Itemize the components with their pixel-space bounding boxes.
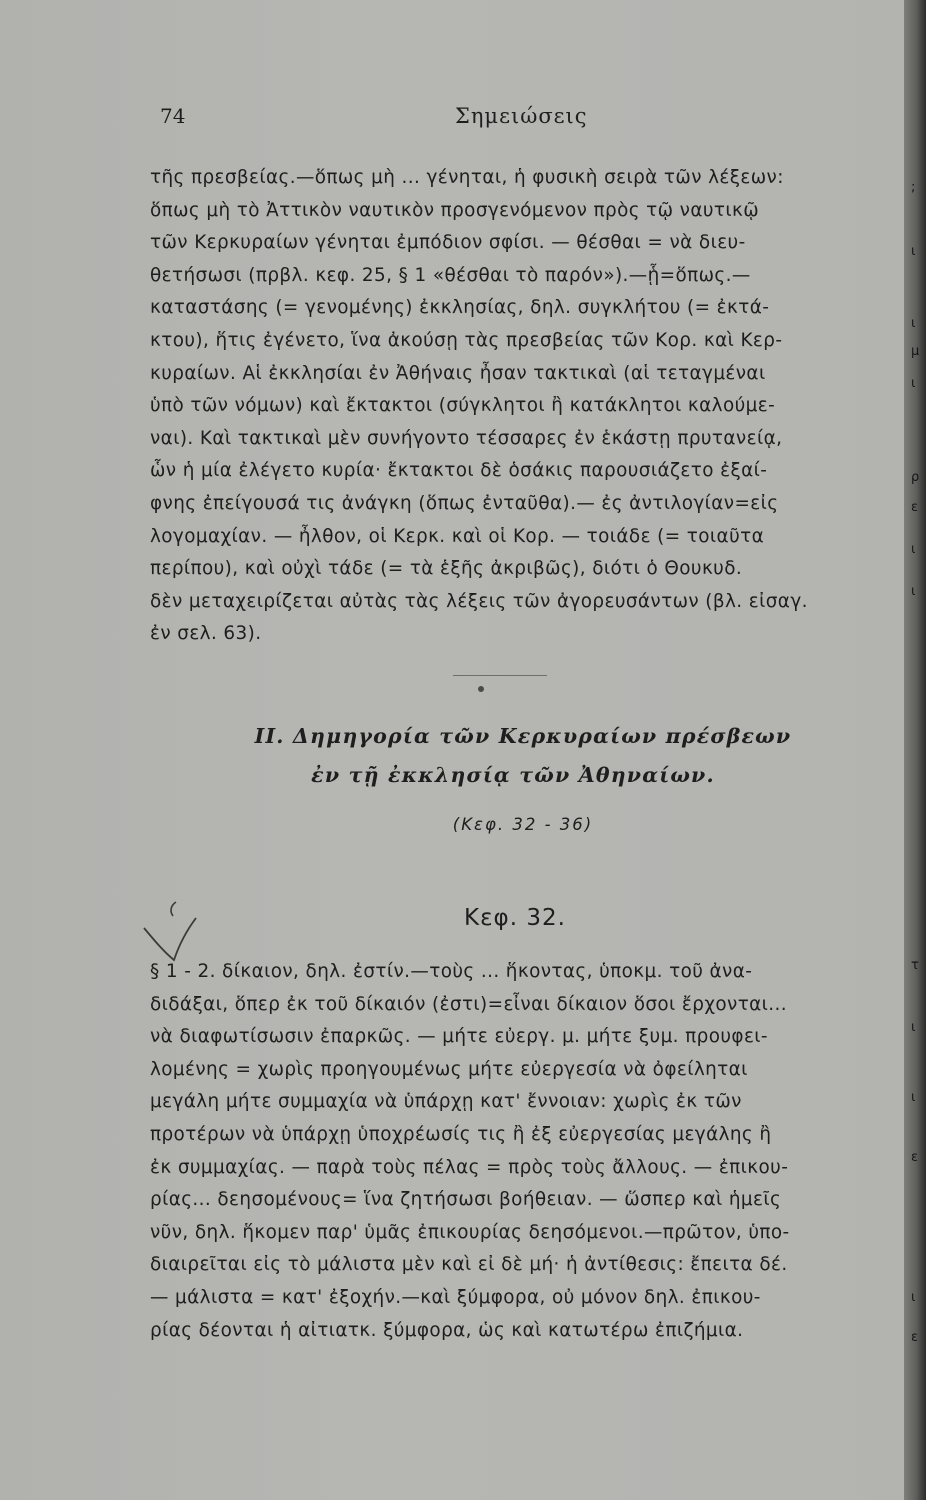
text-line: ὅπως μὴ τὸ Ἀττικὸν ναυτικὸν προσγενόμενον πρὸς τῷ ναυτικῷ bbox=[150, 199, 760, 221]
text-line: κυραίων. Αἱ ἐκκλησίαι ἐν Ἀθήναις ἦσαν τακτικαὶ (αἱ τεταγμέναι bbox=[150, 362, 766, 384]
text-line: τῆς πρεσβείας.—ὅπως μὴ ... γένηται, ἡ φυσικὴ σειρὰ τῶν λέξεων: bbox=[150, 167, 784, 188]
commentary-block-1 bbox=[150, 162, 905, 651]
text-line: περίπου), καὶ οὐχὶ τάδε (= τὰ ἑξῆς ἀκριβῶς), διότι ὁ Θουκυδ. bbox=[150, 558, 743, 580]
margin-glyph: ι bbox=[911, 376, 916, 391]
text-line: ὧν ἡ μία ἐλέγετο κυρία· ἔκτακτοι δὲ ὁσάκις παρουσιάζετο ἐξαί- bbox=[150, 460, 768, 482]
running-title: Σημειώσεις bbox=[455, 104, 588, 128]
adjacent-page-edge bbox=[904, 0, 926, 1500]
text-line: ρίας δέονται ἡ αἰτιατκ. ξύμφορα, ὡς καὶ κατωτέρω ἐπιζήμια. bbox=[150, 1319, 744, 1341]
text-line: προτέρων νὰ ὑπάρχῃ ὑποχρέωσίς τις ἢ ἐξ εὐεργεσίας μεγάλης ἢ bbox=[150, 1123, 772, 1145]
chapter-range: (Κεφ. 32 - 36) bbox=[452, 815, 594, 834]
section-heading-line-2: ἐν τῇ ἐκκλησίᾳ τῶν Ἀθηναίων. bbox=[311, 763, 715, 787]
text-line: λογομαχίαν. — ἦλθον, οἱ Κερκ. καὶ οἱ Κορ. — τοιάδε (= τοιαῦτα bbox=[150, 525, 765, 547]
text-line: φνης ἐπείγουσά τις ἀνάγκη (ὅπως ἐνταῦθα).— ἐς ἀντιλογίαν=εἰς bbox=[150, 492, 779, 514]
chapter-heading: Κεφ. 32. bbox=[464, 905, 566, 931]
text-line: καταστάσης (= γενομένης) ἐκκλησίας, δηλ. συγκλήτου (= ἐκτά- bbox=[150, 297, 770, 319]
text-line: μεγάλη μήτε συμμαχία νὰ ὑπάρχῃ κατ' ἔννοιαν: χωρὶς ἐκ τῶν bbox=[150, 1091, 742, 1113]
page-header bbox=[0, 104, 926, 138]
text-line: — μάλιστα = κατ' ἐξοχήν.—καὶ ξύμφορα, οὐ μόνον δηλ. ἐπικου- bbox=[150, 1286, 761, 1308]
text-line: κτου), ἥτις ἐγένετο, ἵνα ἀκούσῃ τὰς πρεσβείας τῶν Κορ. καὶ Κερ- bbox=[150, 329, 783, 351]
text-line: ἐν σελ. 63). bbox=[150, 623, 262, 645]
page-number: 74 bbox=[160, 104, 186, 128]
text-line: ὑπὸ τῶν νόμων) καὶ ἔκτακτοι (σύγκλητοι ἢ κατάκλητοι καλούμε- bbox=[150, 395, 776, 417]
text-line: διαιρεῖται εἰς τὸ μάλιστα μὲν καὶ εἰ δὲ μή· ἡ ἀντίθεσις: ἔπειτα δέ. bbox=[150, 1254, 788, 1276]
text-line: δὲν μεταχειρίζεται αὐτὰς τὰς λέξεις τῶν ἀγορευσάντων (βλ. εἰσαγ. bbox=[150, 590, 808, 612]
text-line: § 1 - 2. δίκαιον, δηλ. ἐστίν.—τοὺς ... ἥκοντας, ὑποκμ. τοῦ ἀνα- bbox=[150, 961, 753, 982]
margin-glyph: ι bbox=[911, 1020, 916, 1035]
section-heading-line-1: II. Δημηγορία τῶν Κερκυραίων πρέσβεων bbox=[254, 724, 792, 748]
margin-glyph: ε bbox=[911, 1330, 919, 1345]
text-line: νὰ διαφωτίσωσιν ἐπαρκῶς. — μήτε εὐεργ. μ. μήτε ξυμ. προυφει- bbox=[150, 1026, 768, 1048]
margin-glyph: ι bbox=[911, 1290, 916, 1305]
margin-glyph: τ bbox=[911, 958, 919, 973]
text-line: ναι). Καὶ τακτικαὶ μὲν συνήγοντο τέσσαρες ἐν ἑκάστῃ πρυτανείᾳ, bbox=[150, 427, 783, 449]
text-line: νῦν, δηλ. ἥκομεν παρ' ὑμᾶς ἐπικουρίας δεησόμενοι.—πρῶτον, ὑπο- bbox=[150, 1221, 790, 1243]
margin-glyph: ε bbox=[911, 500, 919, 515]
margin-glyph: ι bbox=[911, 542, 916, 557]
section-separator-rule bbox=[453, 675, 547, 676]
margin-glyph: ε bbox=[911, 1150, 919, 1165]
text-line: ἐκ συμμαχίας. — παρὰ τοὺς πέλας = πρὸς τοὺς ἄλλους. — ἐπικου- bbox=[150, 1156, 789, 1178]
margin-glyph: ι bbox=[911, 584, 916, 599]
separator-dot bbox=[478, 686, 484, 692]
margin-glyph: ι bbox=[911, 244, 916, 259]
commentary-block-2 bbox=[150, 956, 905, 1347]
text-line: λομένης = χωρὶς προηγουμένως μήτε εὐεργεσία νὰ ὀφείληται bbox=[150, 1058, 748, 1080]
margin-glyph: μ bbox=[911, 344, 920, 359]
text-line: τῶν Κερκυραίων γένηται ἐμπόδιον σφίσι. — θέσθαι = νὰ διευ- bbox=[150, 232, 746, 254]
margin-glyph: ρ bbox=[911, 470, 920, 485]
text-line: θετήσωσι (πρβλ. κεφ. 25, § 1 «θέσθαι τὸ παρόν»).—ᾗ=ὅπως.— bbox=[150, 264, 751, 286]
text-line: ρίας... δεησομένους= ἵνα ζητήσωσι βοήθειαν. — ὥσπερ καὶ ἡμεῖς bbox=[150, 1189, 782, 1211]
margin-glyph: ; bbox=[911, 180, 916, 195]
margin-glyph: ι bbox=[911, 1090, 916, 1105]
text-line: διδάξαι, ὅπερ ἐκ τοῦ δίκαιόν (ἐστι)=εἶναι δίκαιον ὅσοι ἔρχονται... bbox=[150, 993, 788, 1015]
margin-glyph: ι bbox=[911, 316, 916, 331]
